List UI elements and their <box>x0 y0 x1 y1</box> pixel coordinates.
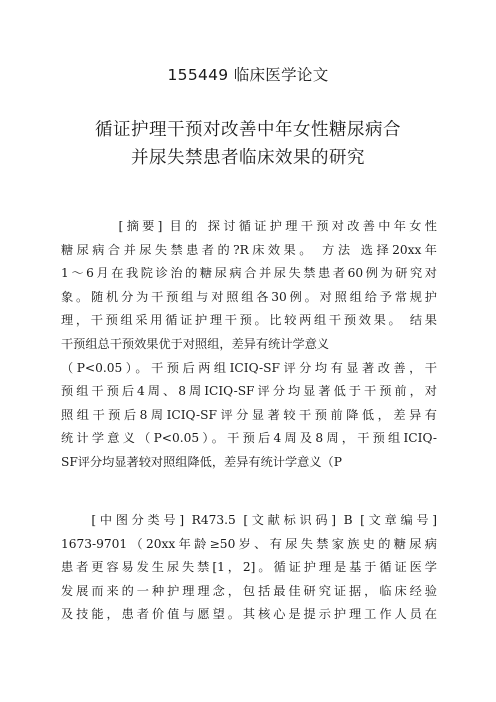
classification-line: 发展而来的一种护理理念，包括最佳研究证据，临床经验 <box>61 583 437 598</box>
abstract-line: 照组干预后8周ICIQ-SF评分显著较干预前降低，差异有 <box>61 407 437 422</box>
abstract-line: 理，干预组采用循证护理干预。比较两组干预效果。 结果 <box>61 313 437 328</box>
abstract-paragraph <box>61 215 437 475</box>
abstract-line: 干预组总干预效果优于对照组，差异有统计学意义 <box>61 336 330 351</box>
classification-paragraph <box>61 509 437 627</box>
classification-line: [中图分类号] R473.5 [文献标识码] B [文章编号] <box>61 513 437 527</box>
classification-line: 1673-9701（20xx年龄≥50岁、有尿失禁家族史的糖尿病 <box>61 536 437 551</box>
abstract-line: SF评分均显著较对照组降低，差异有统计学意义（P <box>61 454 342 469</box>
abstract-line: （P<0.05）。干预后两组ICIQ-SF评分均有显著改善，干 <box>61 360 437 375</box>
abstract-line: 糖尿病合并尿失禁患者的?R床效果。 方法 选择20xx年 <box>61 242 437 257</box>
abstract-line: [摘要] 目的 探讨循证护理干预对改善中年女性 <box>61 219 437 233</box>
abstract-line: 统计学意义（P<0.05）。干预后4周及8周，干预组ICIQ- <box>61 431 437 446</box>
classification-line: 患者更容易发生尿失禁[1，2]。循证护理是基于循证医学 <box>61 560 437 575</box>
paper-header: 155449 临床医学论文 <box>167 66 329 84</box>
classification-line: 及技能，患者价值与愿望。其核心是提示护理工作人员在 <box>61 607 437 622</box>
abstract-line: 预组干预后4周、8周ICIQ-SF评分均显著低于干预前，对 <box>61 384 437 399</box>
title-line: 循证护理干预对改善中年女性糖尿病合 <box>95 120 401 140</box>
paper-title <box>40 116 456 172</box>
abstract-line: 象。随机分为干预组与对照组各30例。对照组给予常规护 <box>61 289 437 304</box>
abstract-line: 1～6月在我院诊治的糖尿病合并尿失禁患者60例为研究对 <box>61 266 437 281</box>
title-line: 并尿失禁患者临床效果的研究 <box>131 148 365 168</box>
